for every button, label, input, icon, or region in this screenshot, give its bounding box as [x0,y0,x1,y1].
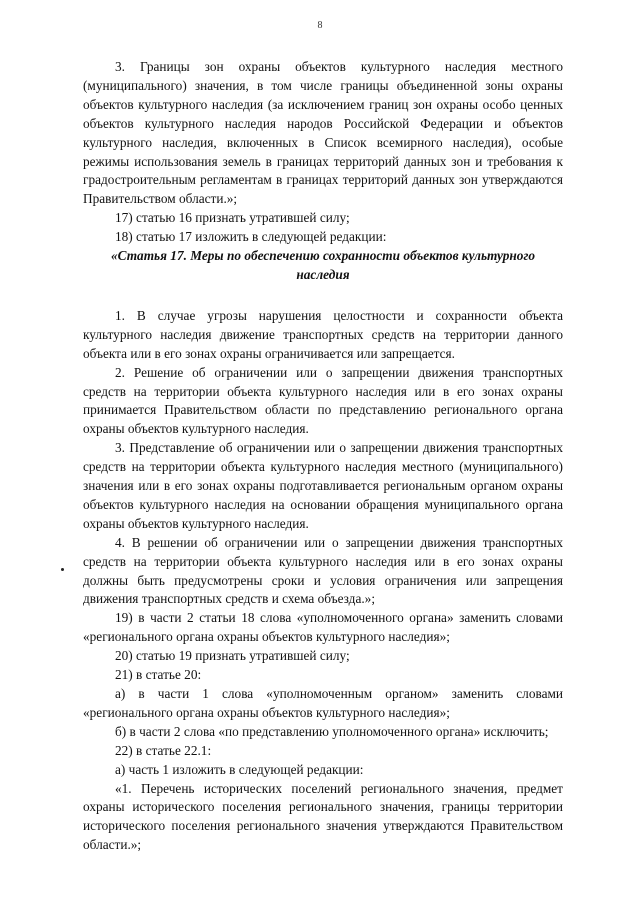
paragraph-item-20: 20) статью 19 признать утратившей силу; [115,648,350,664]
paragraph-item-18: 18) статью 17 изложить в следующей редакции: [115,229,387,245]
paragraph-item-21: 21) в статье 20: [115,667,202,683]
article-paragraph-2: 2. Решение об ограничении или о запрещении движения транспортных средств на территории объекта культурного наследия или в его зонах охраны принимается Правительством области по представлению регионального органа охраны объектов культурного наследия. [83,364,563,437]
article-paragraph-1: 1. В случае угрозы нарушения целостности и сохранности объекта культурного наследия движение транспортных средств на территории данного объекта или в его зонах охраны ограничивается или запрещается. [83,307,563,361]
paragraph-zones-boundaries: 3. Границы зон охраны объектов культурного наследия местного (муниципального) значения, в том числе границы объединенной зоны охраны объектов культурного наследия (за исключением границ зон охраны особо ценных объектов культурного наследия народов Российской Федерации и объектов культурного наследия, включенных в Список всемирного наследия), особые режимы использования земель в границах территорий данных зон и требования к градостроительным регламентам в границах территорий данных зон утверждаются Правительством области.»; [83,59,563,207]
paragraph-item-19: 19) в части 2 статьи 18 слова «уполномоченного органа» заменить словами «регионального органа охраны объектов культурного наследия»; [83,610,563,645]
article-paragraph-3: 3. Представление об ограничении или о запрещении движения транспортных средств на территории объекта культурного наследия местного (муниципального) значения или в его зонах охраны подготавливается региональным органом охраны объектов культурного наследия на основании обращения муниципального органа охраны объектов культурного наследия. [83,440,563,531]
scan-dot [61,568,64,571]
article-paragraph-4: 4. В решении об ограничении или о запрещении движения транспортных средств на территории объекта культурного наследия или в его зонах охраны должны быть предусмотрены сроки и условия ограничения или запрещения движения транспортных средств и схема объезда.»; [83,534,563,607]
paragraph-item-21a: а) в части 1 слова «уполномоченным органом» заменить словами «регионального органа охраны объектов культурного наследия»; [83,686,563,720]
article-heading: «Статья 17. Меры по обеспечению сохранности объектов культурного наследия [111,248,535,282]
document-body [83,58,563,855]
paragraph-item-21b: б) в части 2 слова «по представлению уполномоченного органа» исключить; [115,723,549,739]
page-number: 8 [317,20,323,31]
paragraph-item-22: 22) в статье 22.1: [115,742,212,758]
paragraph-item-17: 17) статью 16 признать утратившей силу; [115,210,350,226]
paragraph-item-22a: а) часть 1 изложить в следующей редакции: [115,761,364,777]
paragraph-historical-settlements: «1. Перечень исторических поселений регионального значения, предмет охраны исторического поселения регионального значения, границы территории исторического поселения регионального значения утверждаются Правительством области.»; [83,780,563,853]
